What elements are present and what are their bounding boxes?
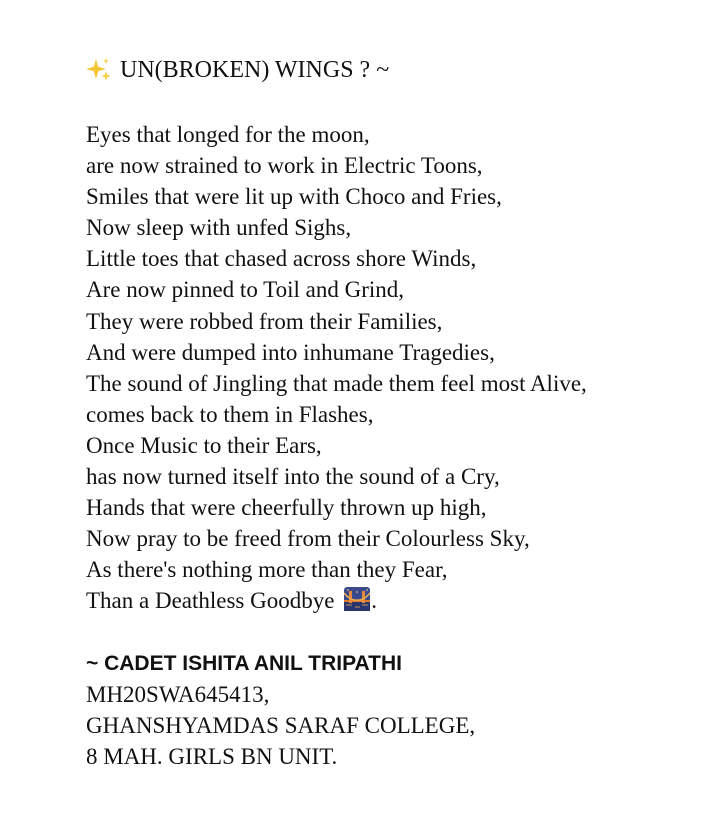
poem-line: They were robbed from their Families, [86,308,443,334]
cadet-id: MH20SWA645413, [86,681,270,707]
poem-line: comes back to them in Flashes, [86,401,374,427]
poem-line: Eyes that longed for the moon, [86,122,370,147]
signature-block [86,648,699,772]
poem-body [86,119,699,617]
poem-line: Now sleep with unfed Sighs, [86,215,352,241]
bridge-at-night-icon [344,587,370,611]
author-name: ~ CADET ISHITA ANIL TRIPATHI [86,651,402,675]
poem-title-text: UN(BROKEN) WINGS ? ~ [120,57,390,83]
poem-last-line [86,585,699,616]
sparkles-icon [86,57,112,83]
poem-last-line-end: . [371,588,377,614]
poem-title [86,54,699,86]
poem-line: And were dumped into inhumane Tragedies, [86,339,495,365]
poem-line: Now pray to be freed from their Colourless Sky, [86,526,530,552]
poem-line: The sound of Jingling that made them feel most Alive, [86,370,587,396]
poem-line: As there's nothing more than they Fear, [86,557,448,583]
poem-line: Hands that were cheerfully thrown up high, [86,495,487,521]
poem-line: Are now pinned to Toil and Grind, [86,277,405,303]
poem-line: are now strained to work in Electric Toons, [86,153,483,179]
poem-line: Little toes that chased across shore Winds, [86,246,477,272]
poem-last-line-text: Than a Deathless Goodbye [86,588,335,614]
poem-line: Smiles that were lit up with Choco and Fries, [86,184,502,210]
poem-document [86,54,699,772]
poem-line: has now turned itself into the sound of a Cry, [86,464,500,490]
poem-line: Once Music to their Ears, [86,432,322,458]
college-name: GHANSHYAMDAS SARAF COLLEGE, [86,712,476,738]
unit-name: 8 MAH. GIRLS BN UNIT. [86,743,338,769]
